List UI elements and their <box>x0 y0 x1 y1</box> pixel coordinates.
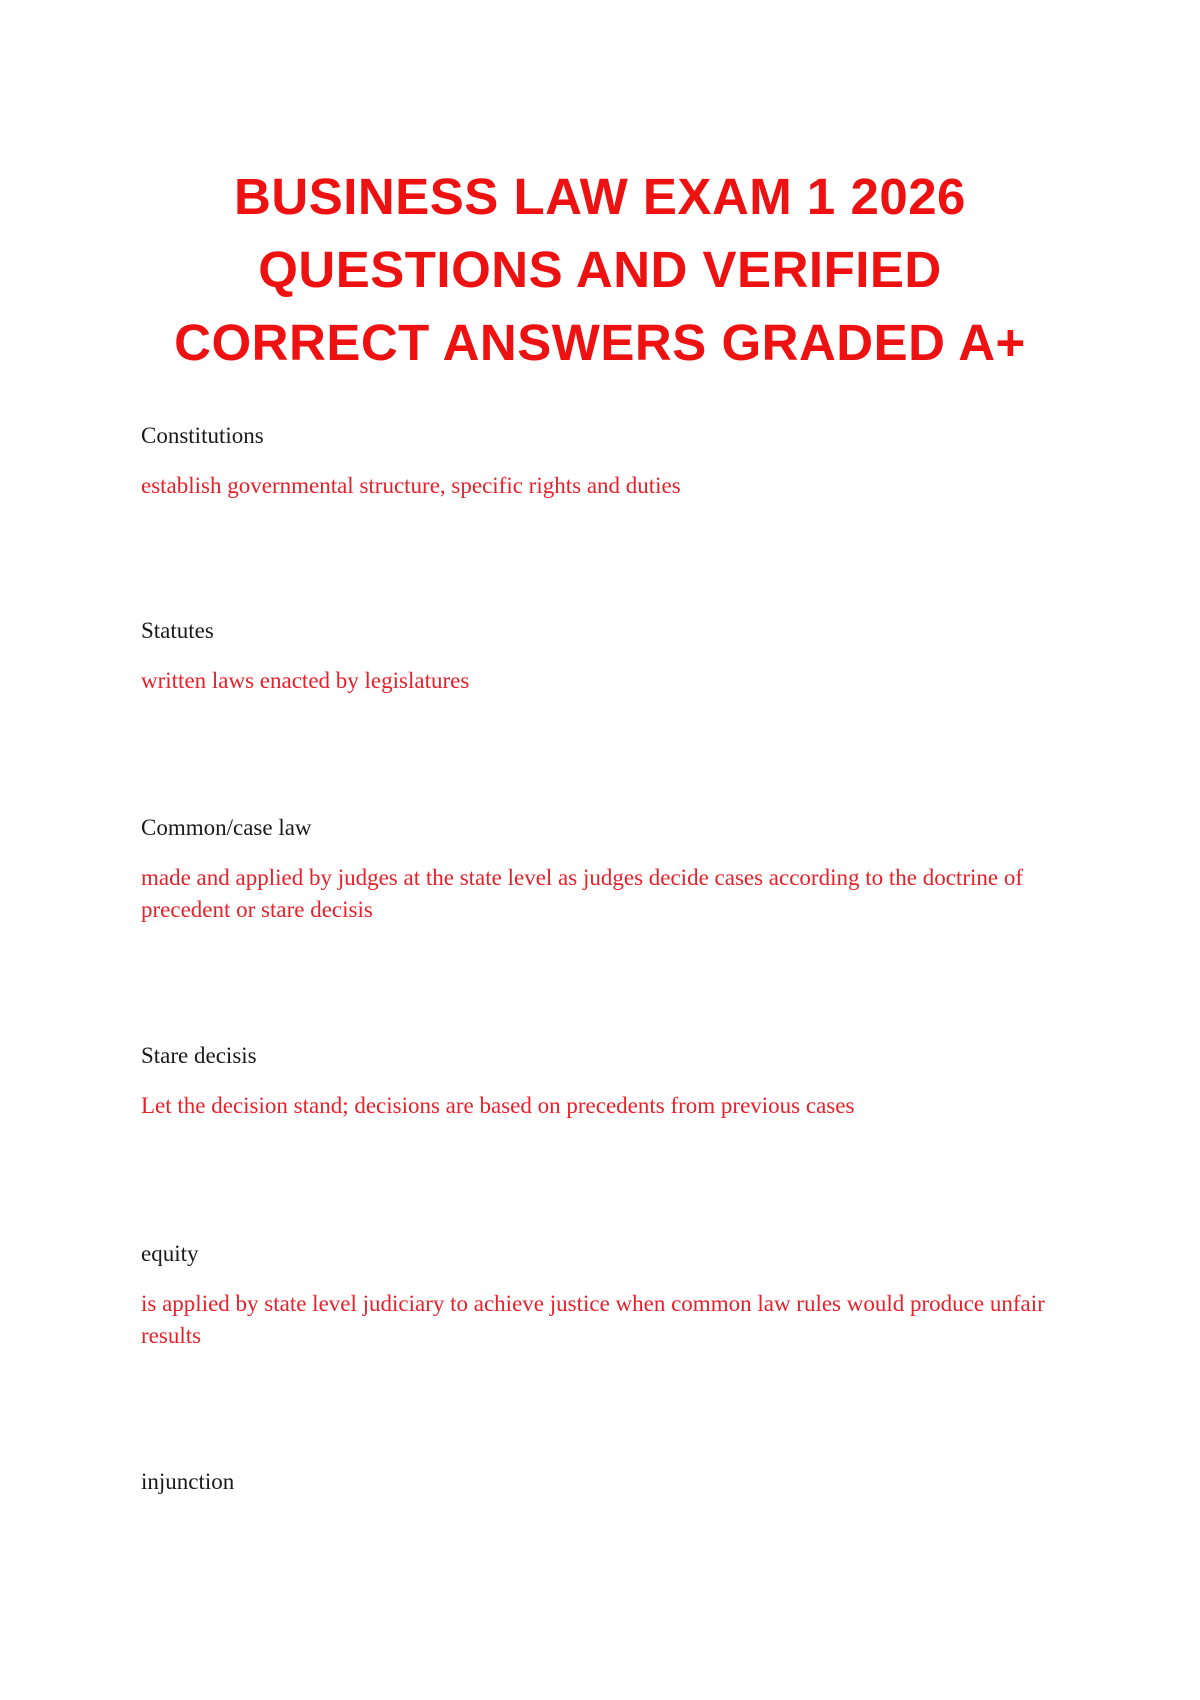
term: Constitutions <box>141 423 264 448</box>
title-line-1: BUSINESS LAW EXAM 1 2026 <box>234 168 966 225</box>
term: Statutes <box>141 618 214 643</box>
qa-entry-equity <box>141 1238 1071 1352</box>
qa-entry-statutes <box>141 615 1071 697</box>
title-line-3: CORRECT ANSWERS GRADED A+ <box>174 314 1026 371</box>
term: injunction <box>141 1469 235 1494</box>
definition: establish governmental structure, specific rights and duties <box>141 473 681 498</box>
qa-entry-constitutions <box>141 420 1071 502</box>
definition: Let the decision stand; decisions are based on precedents from previous cases <box>141 1093 855 1118</box>
term: Stare decisis <box>141 1043 257 1068</box>
definition: written laws enacted by legislatures <box>141 668 470 693</box>
definition: made and applied by judges at the state level as judges decide cases according to the doctrine of precedent or stare decisis <box>141 865 1023 922</box>
qa-entry-injunction <box>141 1466 1071 1516</box>
title-line-2: QUESTIONS AND VERIFIED <box>258 241 942 298</box>
term: Common/case law <box>141 815 312 840</box>
term: equity <box>141 1241 199 1266</box>
qa-entry-stare-decisis <box>141 1040 1071 1122</box>
qa-entry-common-case-law <box>141 812 1071 926</box>
definition: is applied by state level judiciary to achieve justice when common law rules would produce unfair results <box>141 1291 1045 1348</box>
document-title <box>0 160 1200 379</box>
